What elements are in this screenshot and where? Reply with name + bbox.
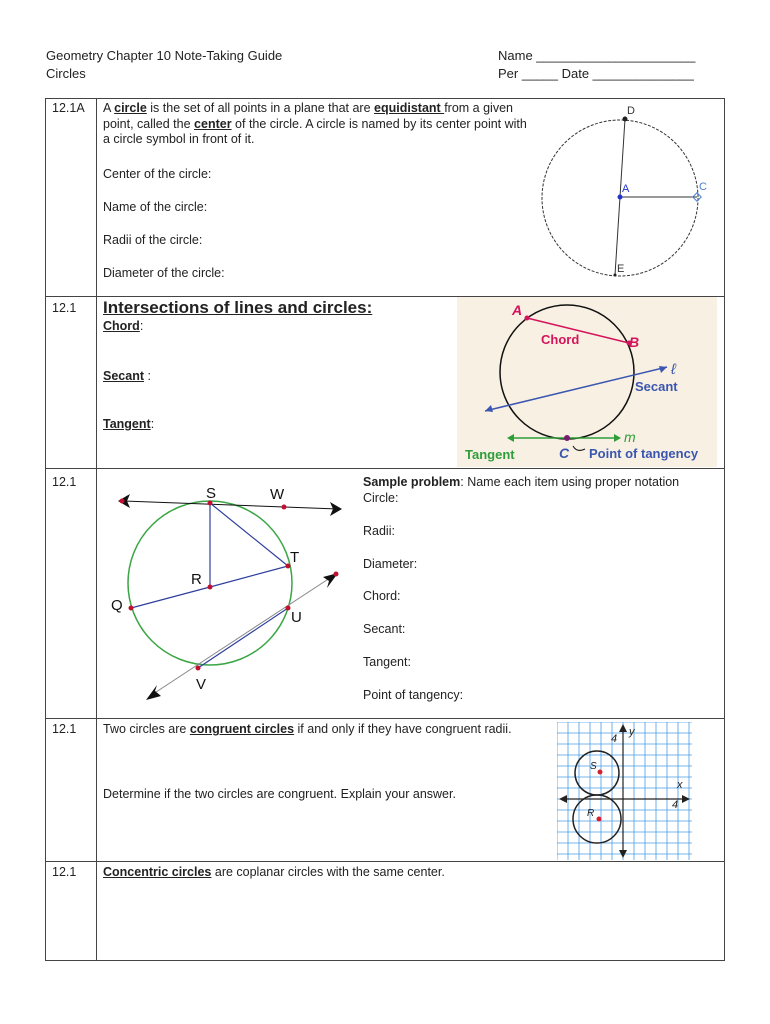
secant-line — [150, 574, 336, 696]
tangent-sw — [122, 501, 338, 509]
term-congruent-circles: congruent circles — [189, 722, 295, 736]
label-s: S — [590, 761, 597, 772]
sample-item-tangent: Tangent: — [363, 655, 411, 669]
label-e: E — [617, 263, 625, 275]
label-secant: Secant — [635, 379, 678, 394]
table-right-border — [724, 98, 725, 961]
section-label-1: 12.1A — [52, 101, 85, 115]
point-c — [564, 435, 570, 441]
concentric-definition: Concentric circles are coplanar circles with the same center. — [103, 865, 445, 879]
label-a: A — [622, 183, 630, 195]
secant-term: Secant : — [103, 369, 151, 383]
label-l: ℓ — [671, 361, 676, 378]
sample-problem: Sample problem: Name each item using proper notation — [363, 475, 680, 489]
label-b: B — [629, 334, 640, 350]
question-diameter: Diameter of the circle: — [103, 266, 225, 280]
figure-background — [457, 297, 717, 467]
center-r — [597, 817, 602, 822]
doc-subtitle: Circles — [46, 66, 86, 81]
point-r — [208, 585, 213, 590]
point-q — [129, 606, 134, 611]
sample-item-point-of-tangency: Point of tangency: — [363, 688, 464, 702]
point-u — [286, 606, 291, 611]
row-divider-3 — [45, 718, 725, 719]
tangent-term: Tangent: — [103, 417, 155, 431]
table-top-border — [45, 98, 725, 99]
sample-item-diameter: Diameter: — [363, 557, 418, 571]
label-t: T — [290, 549, 300, 566]
chord-term: Chord: — [103, 319, 144, 333]
label-w: W — [270, 486, 285, 503]
label-chord: Chord — [541, 332, 580, 347]
congruent-question: Determine if the two circles are congruent. Explain your answer. — [103, 787, 456, 801]
intersections-figure — [457, 297, 717, 467]
sample-item-chord: Chord: — [363, 589, 401, 603]
label-point-of-tangency: Point of tangency — [589, 446, 699, 461]
name-field[interactable]: Name ______________________ — [498, 48, 696, 63]
congruent-circles-figure — [557, 722, 692, 860]
label-a: A — [512, 302, 523, 318]
section-label-5: 12.1 — [52, 865, 77, 879]
congruent-definition: Two circles are congruent circles if and only if they have congruent radii. — [103, 722, 512, 736]
label-c: C — [699, 181, 707, 193]
section-label-2: 12.1 — [52, 301, 77, 315]
label-r: R — [587, 808, 595, 819]
point-arrow-left — [120, 499, 125, 504]
point-v — [196, 666, 201, 671]
doc-title: Geometry Chapter 10 Note-Taking Guide — [46, 48, 283, 63]
question-center: Center of the circle: — [103, 167, 212, 181]
table-column-divider — [96, 98, 97, 961]
label-y: y — [629, 726, 635, 738]
radius-rq — [131, 587, 210, 608]
question-name: Name of the circle: — [103, 200, 208, 214]
point-d — [623, 117, 628, 122]
section-label-4: 12.1 — [52, 722, 77, 736]
point-arrow-right — [334, 572, 339, 577]
radius-rt — [210, 566, 288, 587]
term-circle: circle — [114, 101, 147, 115]
grid-background — [557, 722, 692, 860]
sample-item-circle: Circle: — [363, 491, 399, 505]
circle-definition: A circle is the set of all points in a plane that are equidistant from a given point, called the center of the circle. A circle is named by its center point with a circle symbol in front of it. — [103, 101, 527, 146]
label-d: D — [627, 105, 635, 117]
label-u: U — [291, 609, 302, 626]
label-r: R — [191, 571, 202, 588]
chord-uv — [198, 608, 288, 668]
intersections-heading: Intersections of lines and circles: — [103, 298, 373, 317]
table-bottom-border — [45, 960, 725, 961]
sample-problem-figure — [110, 478, 350, 713]
label-c: C — [559, 445, 570, 461]
row-divider-2 — [45, 468, 725, 469]
label-x-four: 4 — [672, 799, 679, 811]
point-w — [282, 505, 287, 510]
sample-item-secant: Secant: — [363, 622, 406, 636]
center-s — [598, 770, 603, 775]
per-date-field[interactable]: Per _____ Date ______________ — [498, 66, 694, 81]
row-divider-4 — [45, 861, 725, 862]
label-v: V — [196, 676, 207, 693]
label-y-four: 4 — [611, 733, 618, 745]
label-tangent: Tangent — [465, 447, 515, 462]
label-x: x — [677, 779, 683, 791]
question-radii: Radii of the circle: — [103, 233, 203, 247]
secant-arrow-left — [146, 685, 161, 700]
table-left-border — [45, 98, 46, 961]
label-m: m — [624, 429, 636, 445]
section-label-3: 12.1 — [52, 475, 77, 489]
label-q: Q — [111, 597, 123, 614]
term-equidistant: equidistant — [374, 101, 445, 115]
term-concentric-circles: Concentric circles — [103, 865, 212, 879]
sample-item-radii: Radii: — [363, 524, 395, 538]
label-s: S — [206, 485, 217, 502]
circle-a-figure — [535, 100, 715, 280]
term-center: center — [194, 116, 232, 131]
point-a — [618, 195, 623, 200]
point-a — [525, 316, 530, 321]
